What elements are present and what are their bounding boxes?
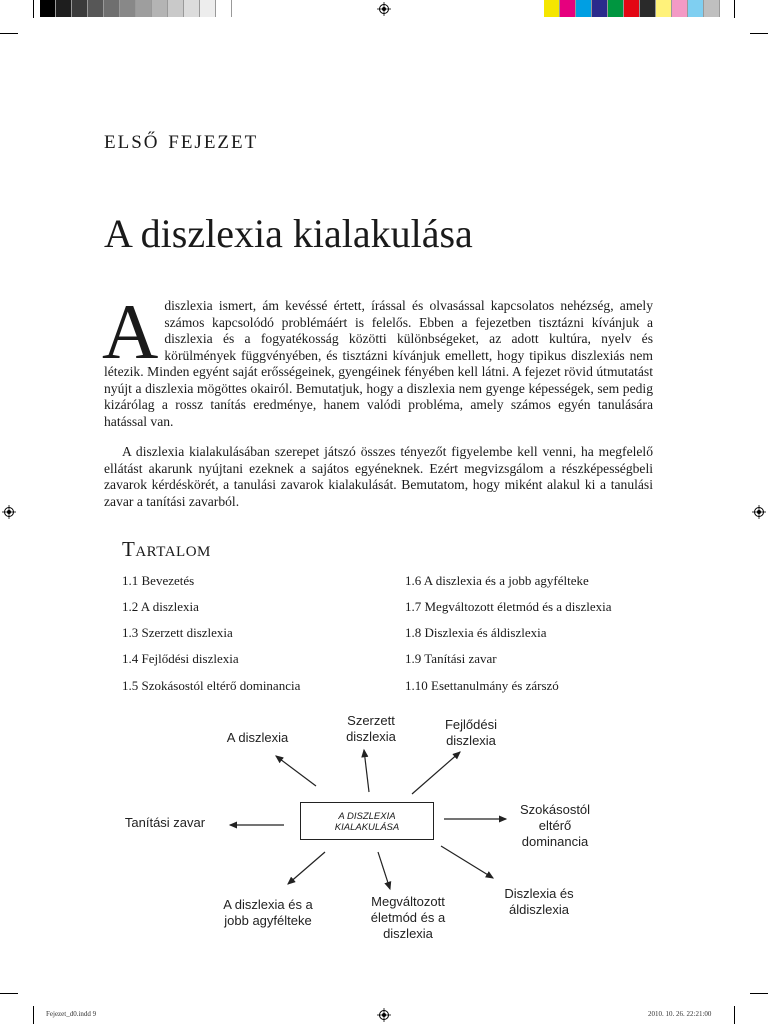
node-diszlexia: A diszlexia [226, 730, 289, 745]
diagram-center-box [300, 802, 434, 840]
color-bar [544, 0, 720, 18]
arrow-to-szerzett [364, 750, 369, 792]
node-line: A diszlexia és a [223, 897, 313, 912]
node-szokasos [505, 802, 605, 850]
color-swatch [688, 0, 704, 17]
toc-item: 1.8 Diszlexia és áldiszlexia [405, 625, 547, 640]
node-line: Fejlődési [444, 717, 498, 732]
color-swatch [592, 0, 608, 17]
node-jobb-agyfelteke [208, 897, 328, 929]
drop-cap: A [102, 288, 159, 375]
toc-item: 1.7 Megváltozott életmód és a diszlexia [405, 599, 612, 614]
crop-mark [33, 0, 34, 18]
registration-mark-icon [752, 505, 766, 519]
toc-item: 1.3 Szerzett diszlexia [122, 625, 233, 640]
node-fejlodesi [426, 717, 516, 749]
toc-item: 1.1 Bevezetés [122, 573, 195, 588]
node-line: diszlexia [446, 733, 496, 748]
crop-mark [0, 993, 18, 994]
crop-mark [734, 1006, 735, 1024]
node-megvaltozott [356, 894, 460, 942]
arrow-to-diszlexia [276, 756, 316, 786]
gray-color-bar [40, 0, 232, 18]
crop-mark [33, 1006, 34, 1024]
toc-title: Tartalom [122, 537, 211, 561]
footer-timestamp: 2010. 10. 26. 22:21:00 [648, 1010, 712, 1018]
node-tanitasi: Tanítási zavar [124, 815, 206, 830]
node-line: Megváltozott [371, 894, 445, 909]
node-szerzett [328, 713, 414, 745]
node-line: diszlexia [383, 926, 433, 941]
color-swatch [72, 0, 88, 17]
node-line: diszlexia [346, 729, 396, 744]
toc-item: 1.2 A diszlexia [122, 599, 199, 614]
intro-paragraph-text: diszlexia ismert, ám kevéssé értett, írással és olvasással kapcsolatos nehézség, amely számos kapcsolódó problémáért is felelős. Ebben a fejezetben tisztázni kívánjuk a diszlexia és a fogyatékosság közötti különbségeket, az adott kultúra, nyelv és körülmények függvényében, és tisztázni kívánjuk emellett, hogy tipikus diszlexiás nem létezik. Minden egyént saját erősségeinek, gyengéinek fényében kell látni. A fejezet rövid útmutatást nyújt a diszlexia mögöttes okairól. Bemutatjuk, hogy a diszlexia nem gyenge képességek, sem pedig kizárólag a rossz tanítás eredménye, hanem valódi probléma, amely számos egyén tanulására hatással van. [104, 298, 653, 429]
node-line: Szerzett [347, 713, 395, 728]
toc-item: 1.5 Szokásostól eltérő dominancia [122, 678, 301, 693]
registration-mark-icon [2, 505, 16, 519]
crop-mark [0, 33, 18, 34]
color-swatch [200, 0, 216, 17]
color-swatch [560, 0, 576, 17]
color-swatch [152, 0, 168, 17]
node-line: Szokásostól [519, 802, 591, 817]
center-line: KIALAKULÁSA [334, 822, 400, 833]
color-swatch [136, 0, 152, 17]
toc-item: 1.10 Esettanulmány és zárszó [405, 678, 559, 693]
toc-item: 1.6 A diszlexia és a jobb agyfélteke [405, 573, 589, 588]
second-paragraph: A diszlexia kialakulásában szerepet játszó összes tényezőt figyelembe kell venni, ha megfelelő ellátást akarunk nyújtani ezeknek a sajátos egyéneknek. Ezért megvizsgálom a részképességbeli zavarok kérdéskörét, a tanulási zavarok kialakulását. Bemutatom, hogy miként alakul ki a tanulási zavar a tanítási zavarból. [104, 444, 653, 509]
node-line: Diszlexia és [504, 886, 574, 901]
registration-mark-icon [377, 2, 391, 16]
color-swatch [640, 0, 656, 17]
arrow-to-aldiszlexia [441, 846, 493, 878]
crop-mark [734, 0, 735, 18]
color-swatch [704, 0, 720, 17]
node-line: jobb agyfélteke [224, 913, 312, 928]
chapter-label: első fejezet [104, 124, 259, 154]
color-swatch [544, 0, 560, 17]
arrow-to-jobb [288, 852, 325, 884]
color-swatch [608, 0, 624, 17]
registration-mark-icon [377, 1008, 391, 1022]
color-swatch [88, 0, 104, 17]
color-swatch [168, 0, 184, 17]
color-swatch [656, 0, 672, 17]
intro-paragraph [102, 288, 653, 430]
color-swatch [576, 0, 592, 17]
color-swatch [40, 0, 56, 17]
toc-item: 1.4 Fejlődési diszlexia [122, 651, 239, 666]
color-swatch [56, 0, 72, 17]
arrow-to-fejlodesi [412, 752, 460, 794]
crop-mark [750, 993, 768, 994]
node-line: életmód és a [370, 910, 446, 925]
node-aldiszlexia [490, 886, 588, 918]
color-swatch [184, 0, 200, 17]
node-line: áldiszlexia [509, 902, 569, 917]
color-swatch [672, 0, 688, 17]
node-line: eltérő [538, 818, 572, 833]
crop-mark [750, 33, 768, 34]
chapter-title: A diszlexia kialakulása [104, 211, 473, 256]
footer-filename: Fejezet_d0.indd 9 [46, 1010, 97, 1018]
color-swatch [624, 0, 640, 17]
color-swatch [216, 0, 232, 17]
toc-item: 1.9 Tanítási zavar [405, 651, 497, 666]
color-swatch [120, 0, 136, 17]
arrow-to-megvaltozott [378, 852, 390, 889]
color-swatch [104, 0, 120, 17]
node-line: dominancia [521, 834, 589, 849]
center-line: A DISZLEXIA [338, 811, 396, 822]
